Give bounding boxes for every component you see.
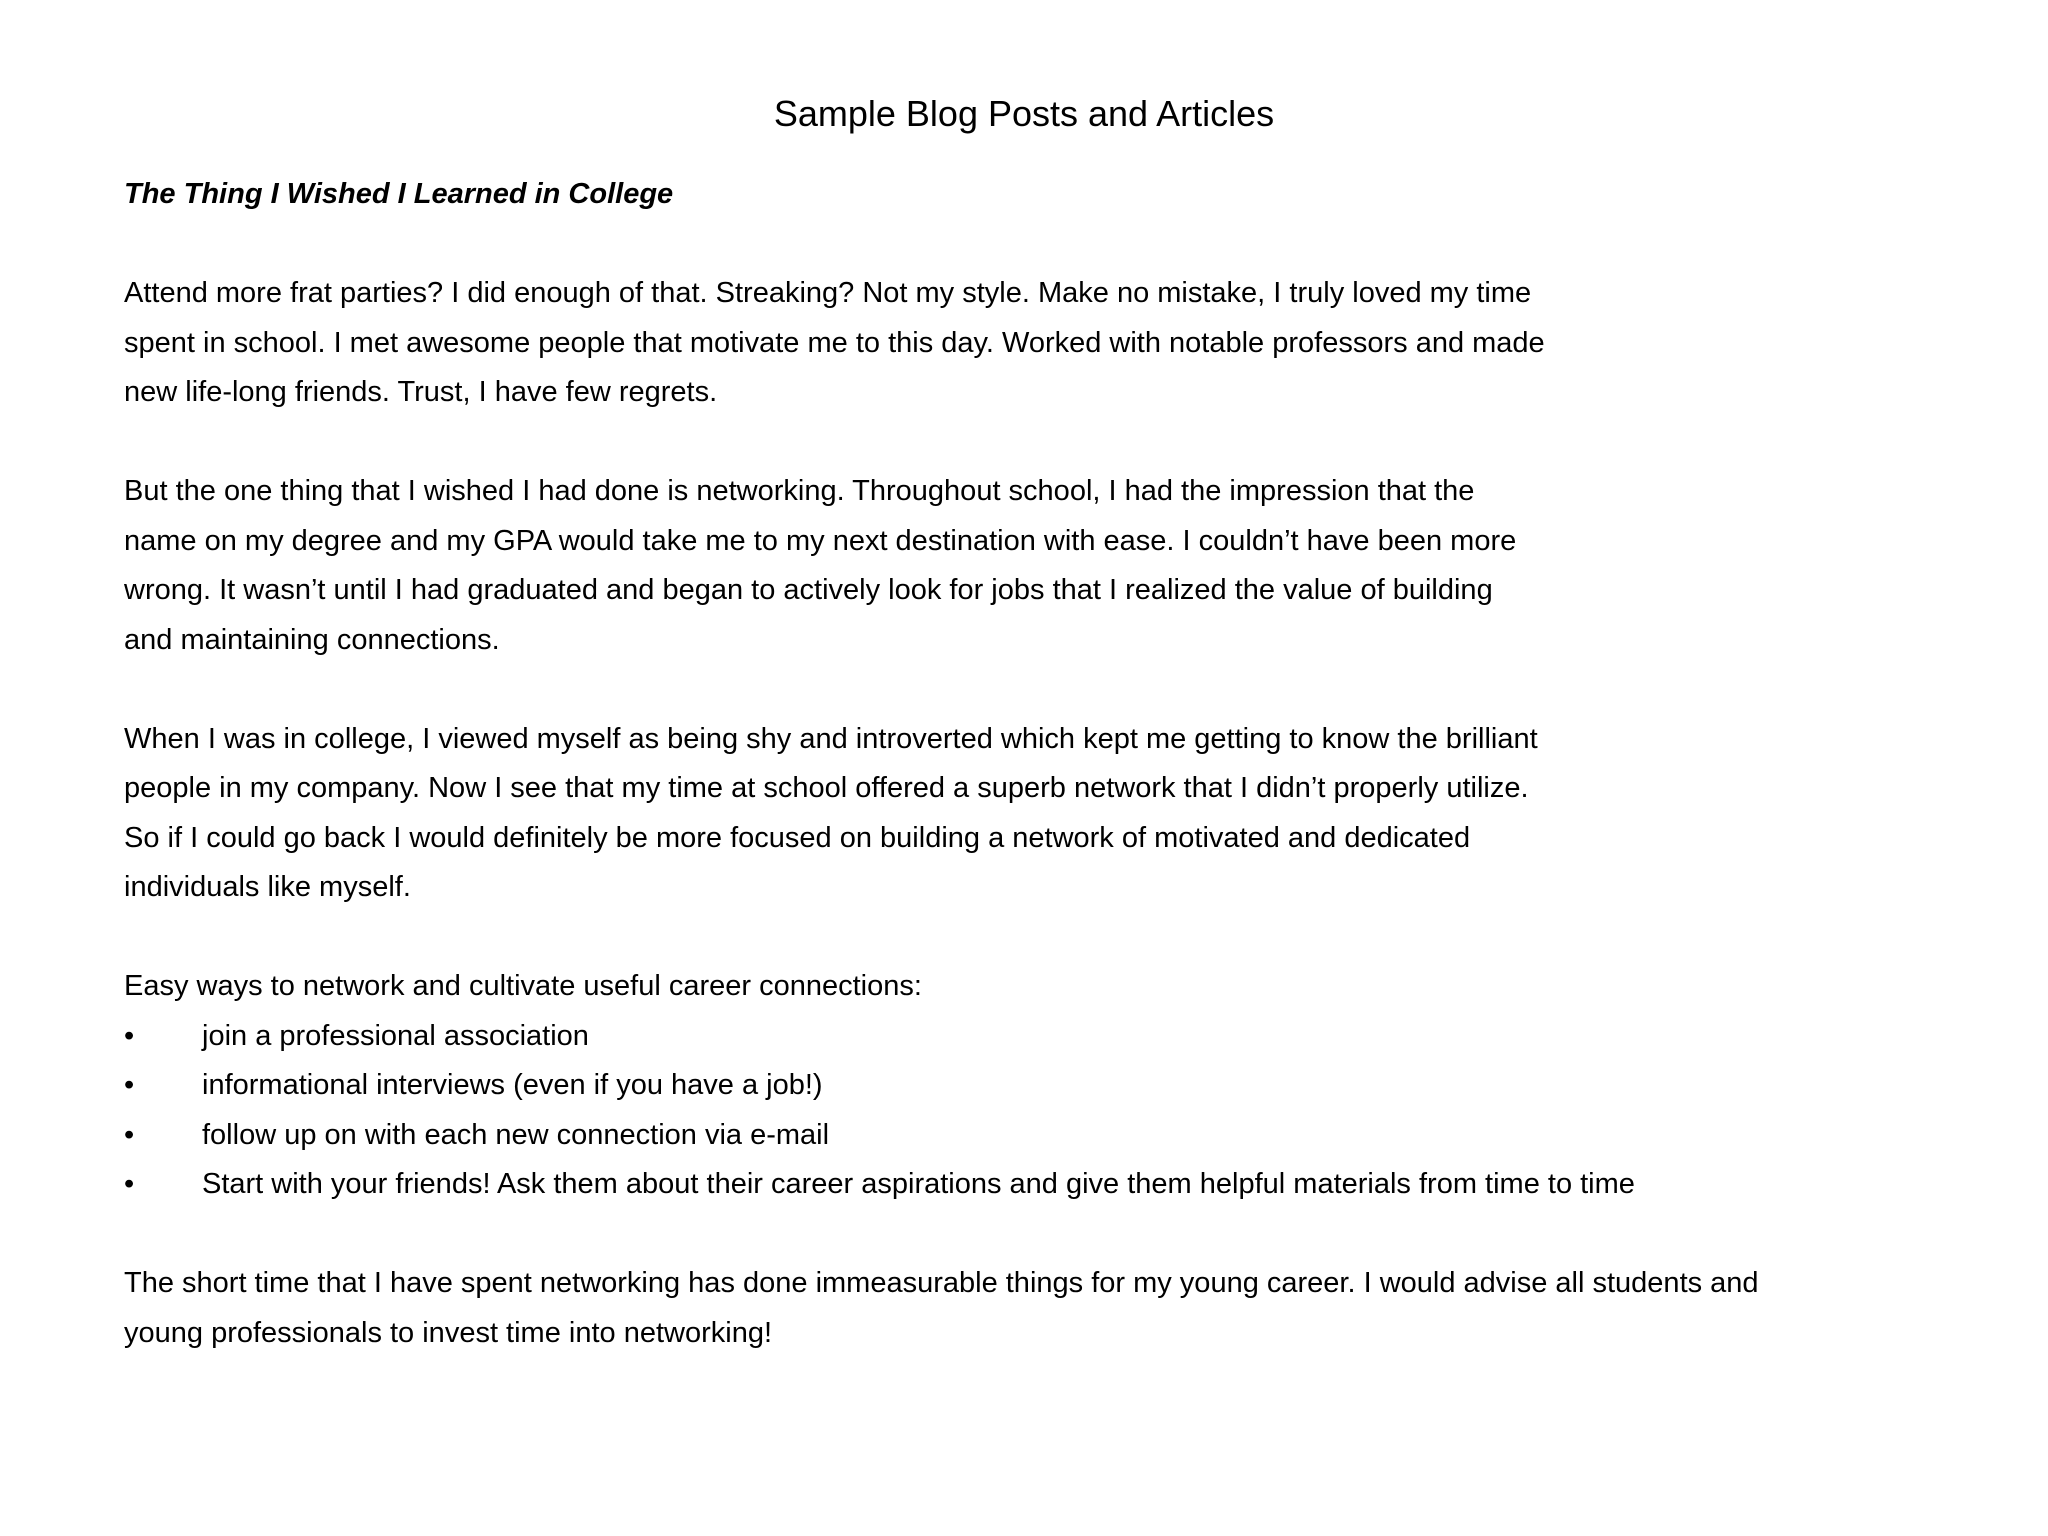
- list-item: [124, 1061, 1984, 1111]
- paragraph-line: people in my company. Now I see that my time at school offered a superb network that I didn’t properly utilize.: [124, 772, 1529, 804]
- paragraph-line: But the one thing that I wished I had done is networking. Throughout school, I had the impression that the: [124, 475, 1475, 507]
- paragraph-line: wrong. It wasn’t until I had graduated and began to actively look for jobs that I realized the value of building: [124, 574, 1493, 606]
- bullet-icon: •: [124, 1168, 135, 1200]
- paragraph-line: individuals like myself.: [124, 871, 411, 903]
- paragraph-2: [124, 467, 1984, 665]
- paragraph-1: [124, 269, 1984, 418]
- list-item: [124, 1012, 1984, 1062]
- paragraph-line: and maintaining connections.: [124, 623, 500, 656]
- bullet-icon: •: [124, 1069, 135, 1101]
- paragraph-line: When I was in college, I viewed myself as being shy and introverted which kept me getting to know the brilliant: [124, 722, 1538, 755]
- list-item: [124, 1111, 1984, 1161]
- document-title: Sample Blog Posts and Articles: [773, 93, 1275, 134]
- bullet-icon: •: [124, 1019, 135, 1052]
- bullet-icon: •: [124, 1118, 135, 1151]
- paragraph-line: The short time that I have spent networking has done immeasurable things for my young career. I would advise all students and: [124, 1267, 1759, 1299]
- list-item-text: Start with your friends! Ask them about their career aspirations and give them helpful materials from time to time: [202, 1168, 1635, 1200]
- paragraph-line: Attend more frat parties? I did enough of that. Streaking? Not my style. Make no mistake, I truly loved my time: [124, 277, 1532, 309]
- paragraph-3: [124, 715, 1984, 913]
- paragraph-line: new life-long friends. Trust, I have few regrets.: [124, 376, 718, 408]
- list-intro: Easy ways to network and cultivate useful career connections:: [124, 970, 922, 1002]
- list-item: [124, 1160, 1984, 1210]
- paragraph-line: young professionals to invest time into networking!: [124, 1316, 773, 1349]
- networking-tips-list: [124, 1012, 1984, 1210]
- paragraph-line: name on my degree and my GPA would take me to my next destination with ease. I couldn’t have been more: [124, 524, 1517, 557]
- paragraph-line: So if I could go back I would definitely be more focused on building a network of motivated and dedicated: [124, 821, 1471, 854]
- list-item-text: join a professional association: [202, 1019, 589, 1052]
- list-item-text: informational interviews (even if you have a job!): [202, 1069, 823, 1101]
- paragraph-line: spent in school. I met awesome people that motivate me to this day. Worked with notable professors and made: [124, 326, 1545, 359]
- blog-post: [124, 170, 1984, 1408]
- post-title: The Thing I Wished I Learned in College: [124, 178, 674, 210]
- closing-paragraph: [124, 1259, 1984, 1358]
- list-item-text: follow up on with each new connection via e-mail: [202, 1118, 830, 1151]
